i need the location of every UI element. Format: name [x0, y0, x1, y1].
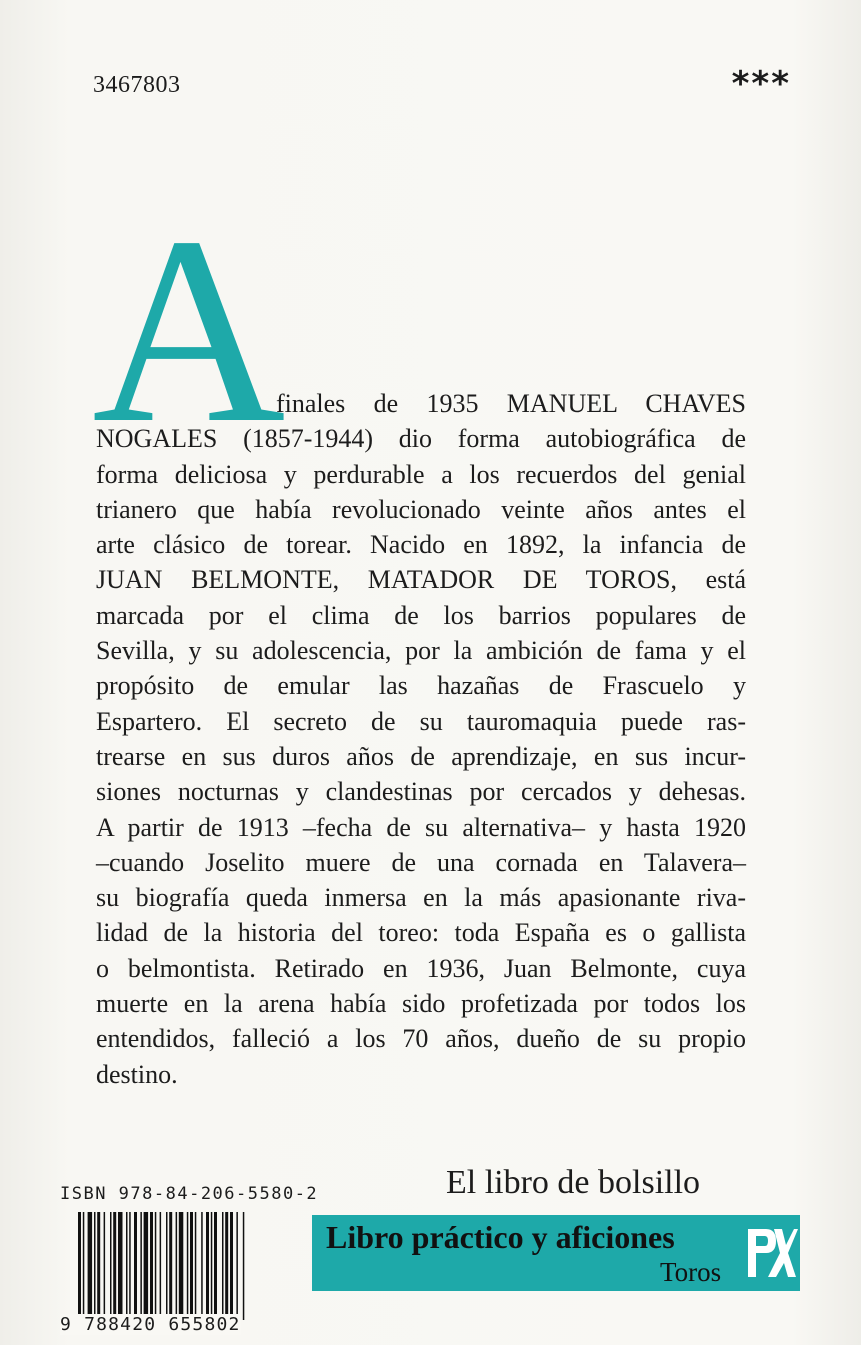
blurb-line: JUAN BELMONTE, MATADOR DE TOROS, está [96, 565, 746, 595]
blurb-line: lidad de la historia del toreo: toda España es o gallista [96, 918, 746, 948]
blurb-line: Sevilla, y su adolescencia, por la ambición de fama y el [96, 636, 746, 666]
blurb-line: trianero que había revolucionado veinte años antes el [96, 494, 746, 524]
blurb-line: arte clásico de torear. Nacido en 1892, la infancia de [96, 530, 746, 560]
blurb-line: –cuando Joselito muere de una cornada en Talavera– [96, 847, 746, 877]
blurb-line: finales de 1935 MANUEL CHAVES [276, 389, 746, 418]
publisher-logo-icon [738, 1215, 800, 1291]
blurb-line: marcada por el clima de los barrios populares de [96, 600, 746, 630]
blurb-line: entendidos, falleció a los 70 años, dueño de su propio [96, 1024, 746, 1054]
blurb-line: Espartero. El secreto de su tauromaquia puede ras- [96, 706, 746, 736]
rating-stars: *** [731, 64, 791, 104]
category-subtitle: Toros [660, 1257, 722, 1287]
blurb-line: destino. [96, 1059, 178, 1089]
barcode-icon [78, 1212, 296, 1320]
blurb-line: NOGALES (1857-1944) dio forma autobiográfica de [96, 424, 746, 454]
isbn-label: ISBN 978-84-206-5580-2 [60, 1184, 319, 1204]
blurb-line: o belmontista. Retirado en 1936, Juan Belmonte, cuya [96, 953, 746, 983]
barcode-digits: 9 788420 655802 [60, 1314, 241, 1335]
blurb-text [96, 386, 746, 1092]
blurb-line: propósito de emular las hazañas de Frascuelo y [96, 671, 746, 701]
blurb-line: A partir de 1913 –fecha de su alternativa– y hasta 1920 [96, 812, 746, 842]
series-name: El libro de bolsillo [446, 1164, 701, 1201]
blurb-line: trearse en sus duros años de aprendizaje, en sus incur- [96, 741, 746, 771]
blurb-line: su biografía queda inmersa en la más apasionante riva- [96, 883, 746, 913]
blurb-line: muerte en la arena había sido profetizada por todos los [96, 989, 746, 1019]
category-title: Libro práctico y aficiones [326, 1219, 675, 1255]
blurb-line: forma deliciosa y perdurable a los recuerdos del genial [96, 459, 746, 489]
drop-cap-letter: A [92, 181, 286, 478]
catalog-number: 3467803 [93, 72, 181, 98]
blurb-line: siones nocturnas y clandestinas por cercados y dehesas. [96, 777, 746, 807]
